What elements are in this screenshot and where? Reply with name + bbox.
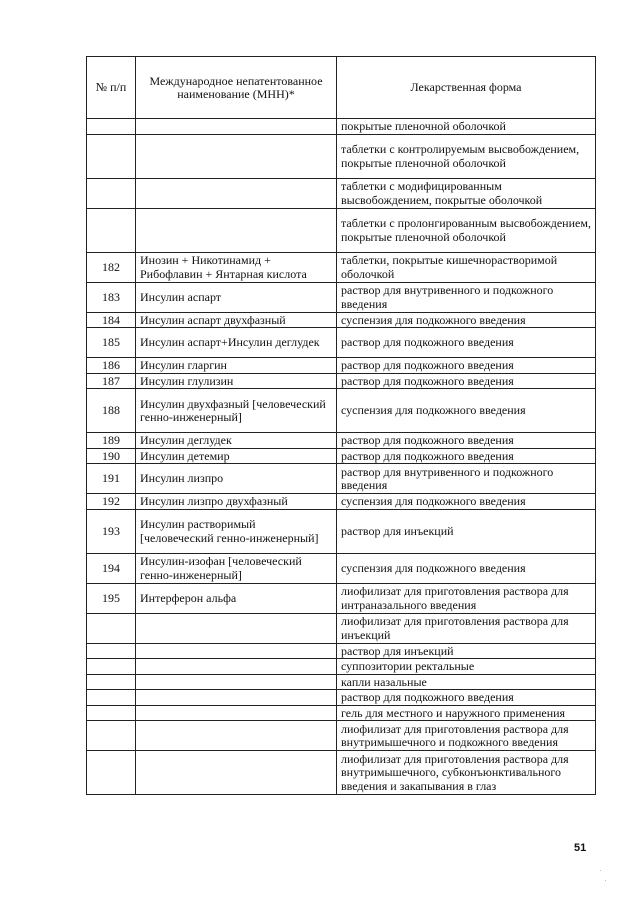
- row-name-cell: Инсулин двухфазный [человеческий генно-инженерный]: [136, 389, 337, 433]
- row-number-cell: 184: [87, 312, 136, 328]
- row-form-cell: таблетки с модифицированным высвобождением, покрытые оболочкой: [337, 178, 596, 208]
- table-row: [87, 659, 596, 675]
- row-number-cell: [87, 674, 136, 690]
- header-dosage-form: Лекарственная форма: [337, 57, 596, 119]
- table-row: [87, 389, 596, 433]
- row-number-cell: 188: [87, 389, 136, 433]
- row-form-cell: раствор для внутривенного и подкожного введения: [337, 282, 596, 312]
- table-row: [87, 312, 596, 328]
- row-number-cell: 189: [87, 433, 136, 449]
- row-number-cell: 195: [87, 583, 136, 613]
- table-row: [87, 252, 596, 282]
- row-form-cell: раствор для внутривенного и подкожного введения: [337, 464, 596, 494]
- row-form-cell: раствор для подкожного введения: [337, 448, 596, 464]
- table-row: [87, 613, 596, 643]
- row-number-cell: [87, 613, 136, 643]
- row-name-cell: Инсулин аспарт: [136, 282, 337, 312]
- row-name-cell: Интерферон альфа: [136, 583, 337, 613]
- row-number-cell: 185: [87, 328, 136, 358]
- table-row: [87, 643, 596, 659]
- row-name-cell: [136, 751, 337, 795]
- row-form-cell: покрытые пленочной оболочкой: [337, 119, 596, 135]
- row-number-cell: 183: [87, 282, 136, 312]
- table-row: [87, 509, 596, 553]
- row-number-cell: 187: [87, 373, 136, 389]
- row-form-cell: лиофилизат для приготовления раствора для внутримышечного, субконъюнктивального введения и закапывания в глаз: [337, 751, 596, 795]
- row-name-cell: [136, 690, 337, 706]
- row-form-cell: суспензия для подкожного введения: [337, 389, 596, 433]
- row-name-cell: [136, 134, 337, 178]
- row-name-cell: Инсулин аспарт+Инсулин деглудек: [136, 328, 337, 358]
- row-form-cell: таблетки, покрытые кишечнорастворимой оболочкой: [337, 252, 596, 282]
- table-row: [87, 464, 596, 494]
- table-row: [87, 328, 596, 358]
- table-row: [87, 282, 596, 312]
- row-number-cell: 192: [87, 494, 136, 510]
- table-row: [87, 208, 596, 252]
- table-row: [87, 494, 596, 510]
- table-row: [87, 178, 596, 208]
- table-row: [87, 373, 596, 389]
- page-number: 51: [574, 842, 587, 854]
- row-form-cell: гель для местного и наружного применения: [337, 705, 596, 721]
- table-row: [87, 674, 596, 690]
- row-form-cell: раствор для подкожного введения: [337, 690, 596, 706]
- row-name-cell: Инсулин лизпро двухфазный: [136, 494, 337, 510]
- table-header-row: [87, 57, 596, 119]
- row-number-cell: [87, 705, 136, 721]
- row-form-cell: лиофилизат для приготовления раствора для инъекций: [337, 613, 596, 643]
- table-row: [87, 751, 596, 795]
- row-form-cell: раствор для подкожного введения: [337, 358, 596, 374]
- table-row: [87, 358, 596, 374]
- row-name-cell: Инсулин лизпро: [136, 464, 337, 494]
- table-row: [87, 705, 596, 721]
- row-name-cell: Инозин + Никотинамид + Рибофлавин + Янтарная кислота: [136, 252, 337, 282]
- row-name-cell: Инсулин глулизин: [136, 373, 337, 389]
- row-number-cell: [87, 208, 136, 252]
- row-number-cell: [87, 659, 136, 675]
- row-number-cell: [87, 690, 136, 706]
- row-name-cell: [136, 208, 337, 252]
- row-number-cell: [87, 178, 136, 208]
- table-row: [87, 433, 596, 449]
- row-number-cell: [87, 751, 136, 795]
- row-name-cell: Инсулин растворимый [человеческий генно-инженерный]: [136, 509, 337, 553]
- row-name-cell: [136, 643, 337, 659]
- row-name-cell: Инсулин-изофан [человеческий генно-инженерный]: [136, 553, 337, 583]
- table-row: [87, 690, 596, 706]
- row-name-cell: [136, 659, 337, 675]
- row-number-cell: 194: [87, 553, 136, 583]
- row-number-cell: [87, 119, 136, 135]
- row-number-cell: [87, 134, 136, 178]
- row-name-cell: Инсулин деглудек: [136, 433, 337, 449]
- table-row: [87, 119, 596, 135]
- header-inn-name: Международное непатентованное наименование (МНН)*: [136, 57, 337, 119]
- table-row: [87, 134, 596, 178]
- row-form-cell: раствор для инъекций: [337, 509, 596, 553]
- row-name-cell: [136, 674, 337, 690]
- row-number-cell: 182: [87, 252, 136, 282]
- row-form-cell: суппозитории ректальные: [337, 659, 596, 675]
- drug-forms-table: [86, 56, 596, 795]
- table-row: [87, 721, 596, 751]
- table-row: [87, 448, 596, 464]
- row-form-cell: капли назальные: [337, 674, 596, 690]
- row-name-cell: Инсулин аспарт двухфазный: [136, 312, 337, 328]
- row-form-cell: таблетки с пролонгированным высвобождением, покрытые пленочной оболочкой: [337, 208, 596, 252]
- row-form-cell: раствор для инъекций: [337, 643, 596, 659]
- row-name-cell: [136, 721, 337, 751]
- row-name-cell: [136, 613, 337, 643]
- row-number-cell: [87, 721, 136, 751]
- row-number-cell: 190: [87, 448, 136, 464]
- row-form-cell: лиофилизат для приготовления раствора для внутримышечного и подкожного введения: [337, 721, 596, 751]
- row-name-cell: Инсулин гларгин: [136, 358, 337, 374]
- row-name-cell: [136, 178, 337, 208]
- row-form-cell: суспензия для подкожного введения: [337, 494, 596, 510]
- row-form-cell: таблетки с контролируемым высвобождением, покрытые пленочной оболочкой: [337, 134, 596, 178]
- row-number-cell: 191: [87, 464, 136, 494]
- row-number-cell: 193: [87, 509, 136, 553]
- row-form-cell: лиофилизат для приготовления раствора для интраназального введения: [337, 583, 596, 613]
- row-number-cell: [87, 643, 136, 659]
- scan-speck: [605, 880, 606, 881]
- row-form-cell: суспензия для подкожного введения: [337, 312, 596, 328]
- row-name-cell: [136, 119, 337, 135]
- row-name-cell: [136, 705, 337, 721]
- row-form-cell: суспензия для подкожного введения: [337, 553, 596, 583]
- row-number-cell: 186: [87, 358, 136, 374]
- header-number: № п/п: [87, 57, 136, 119]
- table-row: [87, 583, 596, 613]
- row-form-cell: раствор для подкожного введения: [337, 373, 596, 389]
- row-name-cell: Инсулин детемир: [136, 448, 337, 464]
- scan-speck: [600, 870, 601, 871]
- row-form-cell: раствор для подкожного введения: [337, 328, 596, 358]
- table-row: [87, 553, 596, 583]
- row-form-cell: раствор для подкожного введения: [337, 433, 596, 449]
